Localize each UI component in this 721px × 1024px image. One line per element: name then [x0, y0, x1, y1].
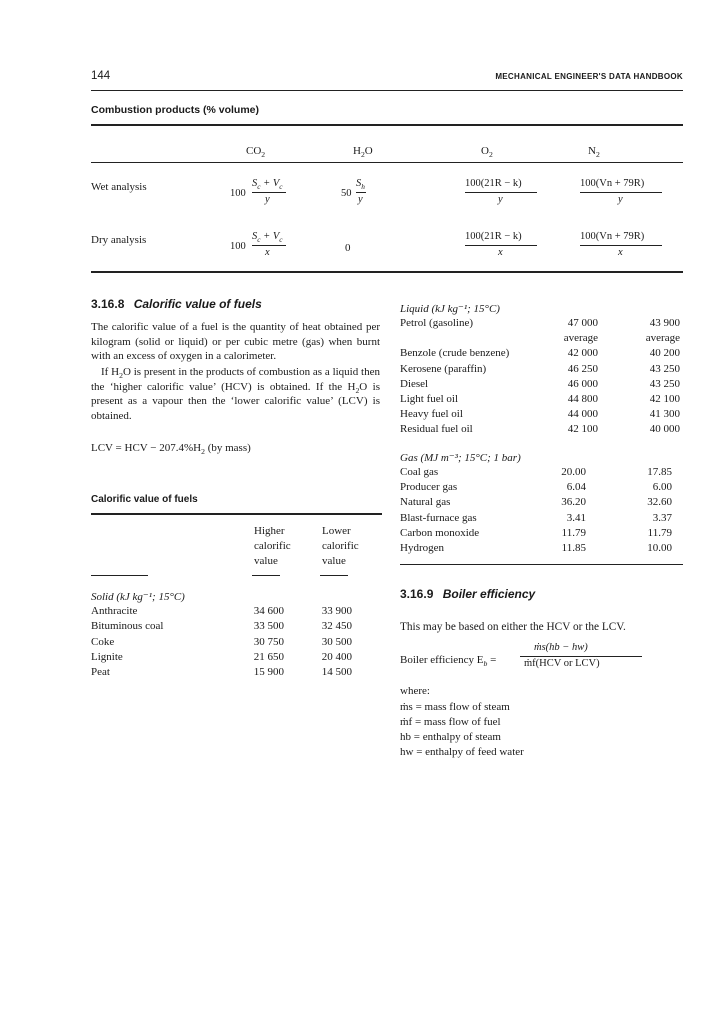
higher-value: 15 900: [253, 666, 284, 679]
lower-value: average: [645, 332, 680, 345]
calorific-para-1: The calorific value of a fuel is the quantity of heat obtained per kilogram (solid or liquid) or per cubic metre (gas) when burnt with an excess of oxygen in a calorimeter.: [91, 321, 380, 363]
wet-n2-expression: 100(Vn + 79R) y: [580, 178, 670, 208]
fuel-name: Carbon monoxide: [400, 526, 480, 539]
fuel-name: Blast-furnace gas: [400, 511, 477, 524]
lower-value: 32.60: [647, 496, 672, 509]
section-title: Boiler efficiency: [442, 587, 536, 601]
lower-value: 17.85: [647, 466, 672, 478]
col-header-n2: $N_2$: [588, 145, 600, 160]
fuel-name: Coal gas: [400, 466, 439, 478]
higher-value: 11.79: [561, 526, 586, 539]
combustion-table-top-rule: [91, 124, 683, 126]
higher-value: average: [563, 332, 598, 345]
wet-o2-expression: 100(21R − k) y: [465, 178, 545, 208]
lower-value: 43 250: [649, 362, 680, 375]
calorific-table-top-rule: [91, 513, 382, 515]
lower-value: 3.37: [652, 511, 672, 524]
lower-value: 32 450: [321, 620, 352, 633]
fuel-name: Bituminous coal: [91, 620, 164, 633]
fuel-name: Residual fuel oil: [400, 423, 473, 436]
section-title: Calorific value of fuels: [133, 297, 262, 311]
higher-value: 11.85: [561, 542, 586, 554]
calorific-para-2: If $H_2O$ is present in the products of combustion as a liquid then the ‘higher calorific value’ (HCV) is obtained. If the $H_2O$ is present as a vapour then the ‘lower calorific value’ (LCV) is obtained.: [91, 366, 380, 422]
lower-value: 10.00: [647, 542, 672, 554]
lower-value: 33 900: [321, 605, 352, 617]
boiler-efficiency-intro: This may be based on either the HCV or the LCV.: [400, 621, 626, 633]
higher-value: 20.00: [561, 466, 586, 478]
higher-value: 34 600: [253, 605, 284, 617]
lower-value: 40 200: [649, 347, 680, 360]
dry-n2-expression: 100(Vn + 79R) x: [580, 231, 670, 261]
calorific-header-underline-2: [252, 575, 280, 576]
calorific-table-caption: Calorific value of fuels: [91, 494, 198, 505]
solid-heading: Solid (kJ kg⁻¹; 15°C): [91, 591, 185, 603]
header-rule: [91, 90, 683, 91]
fuel-name: Petrol (gasoline): [400, 317, 474, 329]
lower-value: 30 500: [321, 635, 352, 648]
calorific-table-right-bottom-rule: [400, 564, 683, 565]
higher-value: 44 800: [567, 393, 598, 405]
higher-value: 42 000: [567, 347, 598, 360]
calorific-header-underline-3: [320, 575, 348, 576]
row-label-dry-analysis: Dry analysis: [91, 234, 147, 246]
dry-co2-expression: 100 $S_c + V_c$ x: [230, 231, 290, 261]
definition-item: ṁf = mass flow of fuel: [400, 716, 501, 728]
definitions-list: [400, 700, 524, 760]
combustion-table-bottom-rule: [91, 271, 683, 273]
fuel-name: Light fuel oil: [400, 393, 459, 405]
lower-value: 42 100: [649, 393, 680, 405]
page-number: 144: [91, 70, 111, 82]
higher-value: 36.20: [561, 496, 586, 509]
lower-value: 20 400: [321, 650, 352, 663]
higher-value: 46 250: [567, 362, 598, 375]
section-number: 3.16.8: [91, 297, 125, 311]
liquid-heading: Liquid (kJ kg⁻¹; 15°C): [400, 303, 500, 315]
fuel-name: Kerosene (paraffin): [400, 362, 487, 375]
lcv-formula: LCV = HCV − $207.4\%H_2$ (by mass): [91, 442, 251, 457]
lower-value: 11.79: [647, 526, 672, 539]
higher-value: 44 000: [567, 408, 598, 421]
higher-value: 42 100: [567, 423, 598, 436]
higher-value: 3.41: [566, 511, 586, 524]
dry-o2-expression: 100(21R − k) x: [465, 231, 545, 261]
higher-value: 21 650: [253, 650, 284, 663]
fuel-name: Peat: [91, 666, 110, 679]
fuel-name: Lignite: [91, 650, 123, 663]
higher-value: 47 000: [567, 317, 598, 329]
section-number: 3.16.9: [400, 587, 434, 601]
row-label-wet-analysis: Wet analysis: [91, 181, 147, 193]
higher-value: 6.04: [566, 481, 586, 494]
col-header-h2o: $H_2O$: [353, 145, 373, 160]
lower-value: 14 500: [321, 666, 352, 679]
combustion-table-caption: Combustion products (% volume): [91, 104, 259, 116]
section-heading-3-16-9: [400, 587, 535, 601]
lower-value: 43 250: [649, 377, 680, 390]
fuel-name: Anthracite: [91, 605, 138, 617]
col-header-co2: $CO_2$: [246, 145, 266, 160]
dry-h2o-value: 0: [345, 242, 351, 254]
col-header-o2: $O_2$: [481, 145, 493, 160]
higher-value: 33 500: [253, 620, 284, 633]
definition-item: hw = enthalpy of feed water: [400, 746, 524, 758]
where-label: where:: [400, 685, 430, 697]
lower-calorific-value-header: Lower calorific value: [322, 525, 359, 567]
section-heading-3-16-8: [91, 297, 262, 311]
lower-value: 40 000: [649, 423, 680, 436]
fuel-name: Diesel: [400, 377, 429, 390]
higher-calorific-value-header: Higher calorific value: [254, 525, 291, 567]
calorific-header-underline-1: [91, 575, 148, 576]
wet-h2o-expression: 50 $S_h$ y: [341, 178, 365, 205]
lower-value: 41 300: [649, 408, 680, 421]
lower-value: 6.00: [652, 481, 672, 494]
higher-value: 46 000: [567, 377, 598, 390]
fuel-name: Natural gas: [400, 496, 451, 509]
running-title: MECHANICAL ENGINEER'S DATA HANDBOOK: [495, 72, 683, 81]
boiler-efficiency-formula-label: Boiler efficiency $E_b$ =: [400, 654, 497, 669]
fuel-name: Coke: [91, 635, 115, 648]
wet-co2-expression: 100 $S_c + V_c$ y: [230, 178, 290, 208]
fuel-name: Hydrogen: [400, 542, 444, 554]
lower-value: 43 900: [649, 317, 680, 329]
fuel-name: Heavy fuel oil: [400, 408, 463, 421]
combustion-header-rule: [91, 162, 683, 163]
higher-value: 30 750: [253, 635, 284, 648]
fuel-name: Producer gas: [400, 481, 458, 494]
definition-item: hb = enthalpy of steam: [400, 731, 501, 743]
definition-item: ṁs = mass flow of steam: [400, 701, 510, 713]
fuel-name: Benzole (crude benzene): [400, 347, 510, 360]
boiler-efficiency-fraction: ṁs(hb − hw) ṁf(HCV or LCV): [520, 642, 650, 674]
gas-heading: Gas (MJ m⁻³; 15°C; 1 bar): [400, 452, 521, 464]
